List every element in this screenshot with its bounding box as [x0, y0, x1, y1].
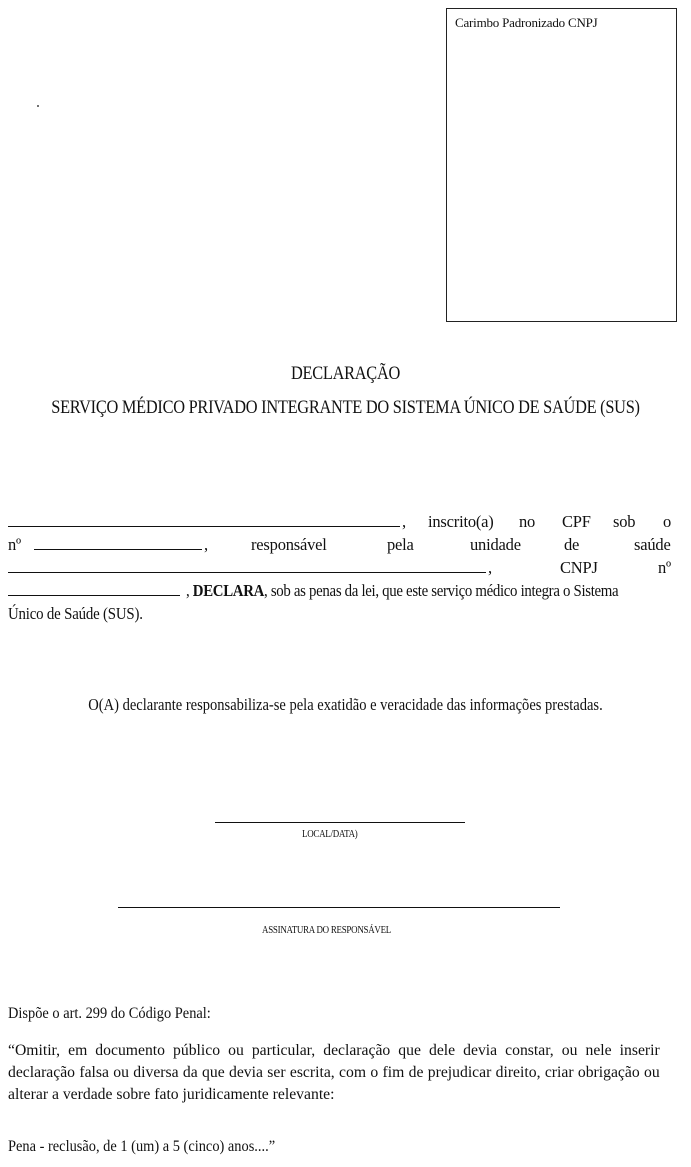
paragraph-line-2: [8, 533, 673, 557]
word-o: o: [663, 512, 672, 531]
sus-text: Único de Saúde (SUS).: [8, 604, 143, 623]
legal-penalty: Pena - reclusão, de 1 (um) a 5 (cinco) anos....”: [8, 1138, 276, 1155]
number-prefix: nº: [8, 535, 21, 554]
cnpj-blank-field[interactable]: [8, 579, 180, 596]
word-cpf: CPF: [562, 512, 591, 531]
word-no: no: [519, 512, 536, 531]
paragraph-line-1: [8, 510, 673, 534]
document-title: DECLARAÇÃO: [290, 363, 401, 384]
cnpj-stamp-box: [446, 8, 677, 322]
paragraph-line-4: [8, 579, 673, 603]
unit-blank-field[interactable]: [8, 556, 486, 573]
word-de: de: [564, 535, 580, 554]
local-date-label: LOCAL/DATA): [302, 829, 358, 840]
word-cnpj: CNPJ: [560, 558, 598, 577]
scan-speck: [37, 105, 39, 107]
paragraph-line-3: [8, 556, 673, 580]
word-responsavel: responsável: [251, 535, 327, 554]
comma: ,: [402, 512, 406, 531]
word-saude: saúde: [634, 535, 671, 554]
legal-quote: “Omitir, em documento público ou particular, declaração que dele devia constar, ou nele inserir declaração falsa ou diversa da que devia ser escrita, com o fim de prejudicar direito, criar obrigação ou alterar a verdade sobre fato juridicamente relevante:: [8, 1042, 660, 1103]
word-pela: pela: [387, 535, 414, 554]
name-blank-field[interactable]: [8, 510, 400, 527]
legal-intro: Dispõe o art. 299 do Código Penal:: [8, 1005, 211, 1022]
number-suffix: nº: [658, 558, 671, 577]
comma: ,: [488, 558, 492, 577]
word-sob: sob: [613, 512, 636, 531]
comma: ,: [204, 535, 208, 554]
local-date-line[interactable]: [215, 822, 465, 823]
signature-line[interactable]: [118, 907, 560, 908]
paragraph-line-5: [8, 602, 673, 626]
declara-rest: , sob as penas da lei, que este serviço médico integra o Sistema: [264, 581, 619, 600]
declara-keyword: DECLARA: [192, 581, 265, 600]
comma: ,: [186, 581, 190, 600]
document-subtitle: SERVIÇO MÉDICO PRIVADO INTEGRANTE DO SISTEMA ÚNICO DE SAÚDE (SUS): [51, 397, 640, 418]
word-unidade: unidade: [470, 535, 521, 554]
declara-statement: [186, 579, 618, 602]
word-inscrito: inscrito(a): [428, 512, 494, 531]
cpf-blank-field[interactable]: [34, 533, 202, 550]
responsibility-statement: O(A) declarante responsabiliza-se pela exatidão e veracidade das informações prestadas.: [88, 695, 603, 714]
stamp-label: Carimbo Padronizado CNPJ: [455, 15, 598, 30]
signature-label: ASSINATURA DO RESPONSÁVEL: [262, 925, 392, 936]
